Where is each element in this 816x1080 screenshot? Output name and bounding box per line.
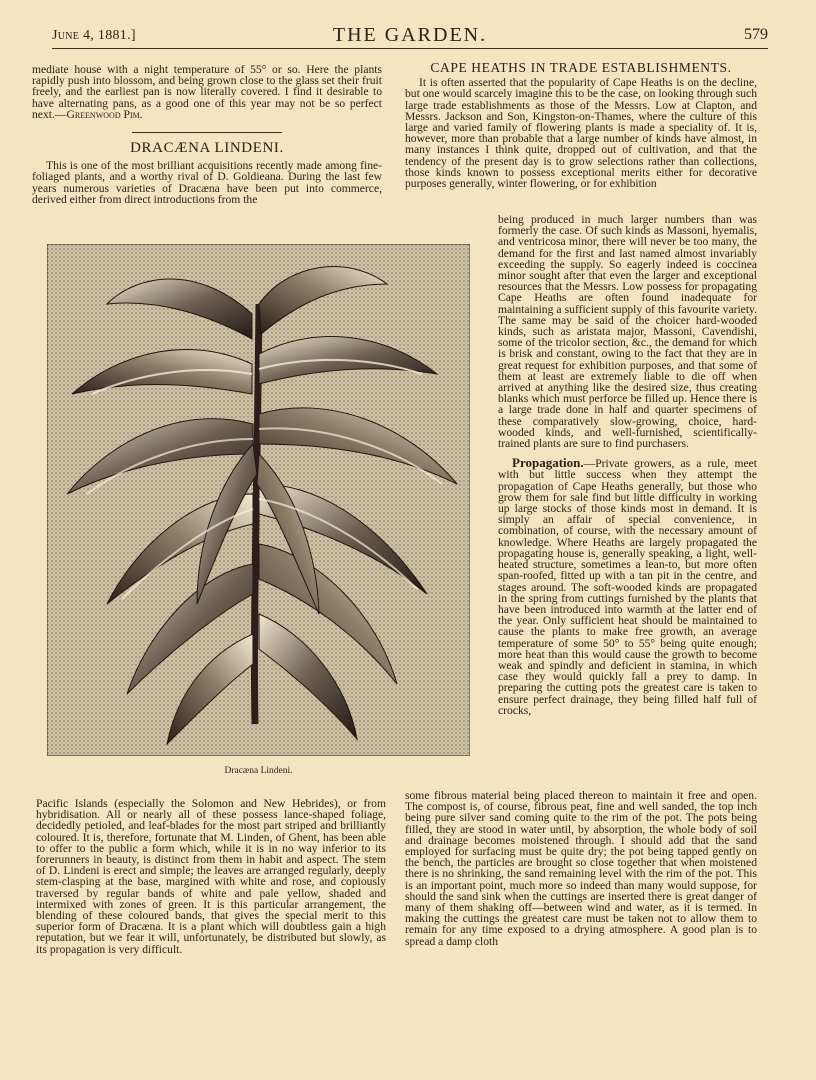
engraving-svg <box>47 244 470 756</box>
propagation-text: —Private growers, as a rule, meet with but little success when they attempt the propagation of Cape Heaths generally, but those who grow them for sale find but little difficulty in working up large stocks of those kinds most in demand. It is simply an affair of special convenience, in combination, of course, with the necessary amount of knowledge. Where Heaths are largely propagated the propagating house is, generally speaking, a light, well-heated structure, sometimes a lean-to, but more often span-roofed, fitted up with a tan pit in the centre, and stages around. The soft-wooded kinds are propagated in the spring from cuttings furnished by the plants that have been introduced into warmth at the latter end of the year. Only sufficient heat should be maintained to cause the plants to make free growth, an average temperature of some 50° to 55° being quite enough; more heat than this would cause the growth to become weak and spindly and deficient in stamina, in which case they would quickly fall a prey to damp. In preparing the cutting pots the greatest care is taken to ensure perfect drainage, they being filled half full of crocks, <box>498 457 757 717</box>
propagation-paragraph <box>498 457 757 716</box>
right-column-top <box>405 62 757 189</box>
publication-title: THE GARDEN. <box>332 24 488 46</box>
propagation-paragraph-cont: some fibrous material being placed thereon to maintain it free and open. The compost is, of course, fibrous peat, fine and well sanded, the top inch being pure silver sand coming quite to the rim of the pot. The pots being filled, they are stood in water until, by absorption, the whole body of soil and drainage becomes moistened through. I should add that the sand employed for surfacing must be quite dry; the pot being tapped gently on the bench, the particles are brought so close together that when moistened there is no shrinking, the sand remaining level with the rim of the pot. This is an important point, much more so indeed than many would suppose, for should the sand sink when the cuttings are inserted there is great danger of many of them shaking off—between wind and water, as it is termed. In making the cuttings the greatest care must be taken not to allow them to remain for any time exposed to a drying atmosphere. A good plan is to spread a damp cloth <box>405 789 757 948</box>
continued-paragraph <box>32 64 382 120</box>
page-number: 579 <box>744 26 768 43</box>
running-header <box>52 24 768 48</box>
article-heading-dracaena: DRACÆNA LINDENI. <box>130 140 284 157</box>
right-column-narrow <box>498 214 757 716</box>
right-column-bottom <box>405 790 757 947</box>
continued-text: mediate house with a night temperature of 55° or so. Here the plants rapidly push into blossom, and being grown close to the glass set their fruit freely, and the earliest pan is now literally covered. I find it desirable to have alternating pans, as a good one of this year may not be so perfect next.— <box>32 63 382 121</box>
cape-heaths-paragraph-1-cont: being produced in much larger numbers than was formerly the case. Of such kinds as Massoni, hyemalis, and ventricosa minor, there will never be too many, the demand for the first and last named almost invariably exceeding the supply. So eagerly indeed is coccinea minor sought after that even the larger and exceptional resources that the Messrs. Low possess for propagating Cape Heaths are often found inadequate for maintaining a sufficient supply of this favourite variety. The same may be said of the choicer hard-wooded kinds, such as aristata major, Massoni, Cavendishi, some of the tricolor section, &c., the demand for which is brisk and constant, owing to the fact that they are in great request for exhibition purposes, and that some of them at least are extremely liable to die off when arrived at anything like the desired size, thus creating blanks which must perforce be filled up. Hence there is a large trade done in half and quarter specimens of these comparatively slow-growing, choice, hard-wooded kinds, and well-furnished, scientifically-trained plants are sure to find purchasers. <box>498 213 757 451</box>
figure-caption: Dracæna Lindeni. <box>224 766 293 776</box>
issue-date: June 4, 1881.] <box>52 28 136 43</box>
dracaena-description: Pacific Islands (especially the Solomon and New Hebrides), or from hybridisation. All or nearly all of these possess lance-shaped foliage, decidedly petioled, and leaf-blades for the most part striped and brilliantly coloured. It is, therefore, fortunate that M. Linden, of Ghent, has been able to offer to the public a form which, while it is in no way inferior to its forerunners in beauty, is distinct from them in habit and aspect. The stem of D. Lindeni is erect and simple; the leaves are arranged regularly, deeply stem-clasping at the base, margined with white and rose, and copiously traversed by regular bands of white and pale yellow, shaded and intermixed with zones of green. It is this particular arrangement, the blending of these coloured bands, that gives the special merit to this superior form of Dracæna. It is a plant which will doubtless gain a high reputation, but we fear it will, unfortunately, be distributed but slowly, as its propagation is very difficult. <box>36 797 386 956</box>
left-column-bottom <box>36 798 386 955</box>
left-column-top <box>32 64 382 205</box>
cape-heaths-paragraph-1: It is often asserted that the popularity of Cape Heaths is on the decline, but one would scarcely imagine this to be the case, on looking through such large trade establishments as those of the Messrs. Low at Clapton, and Messrs. Jackson and Son, Kingston-on-Thames, where the culture of this large and varied family of flowering plants is made a speciality of. It is, however, more than probable that a large number of kinds have almost, in many instances I think quite, dropped out of cultivation, and that the tendency of the present day is to grow selections rather than collections, those kinds known to possess exceptional merits either for decorative purposes generally, winter flowering, or for exhibition <box>405 76 757 191</box>
header-rule <box>52 48 768 49</box>
section-divider <box>132 132 282 133</box>
propagation-subhead: Propagation. <box>512 455 584 471</box>
author-signature: Greenwood Pim. <box>66 107 143 121</box>
article-heading-cape-heaths: CAPE HEATHS IN TRADE ESTABLISHMENTS. <box>430 60 732 75</box>
dracaena-intro: This is one of the most brilliant acquisitions recently made among fine-foliaged plants, and a worthy rival of D. Goldieana. During the last few years numerous varieties of Dracæna have been put into commerce, derived either from direct introductions from the <box>32 159 382 206</box>
dracaena-engraving-icon <box>47 244 470 756</box>
